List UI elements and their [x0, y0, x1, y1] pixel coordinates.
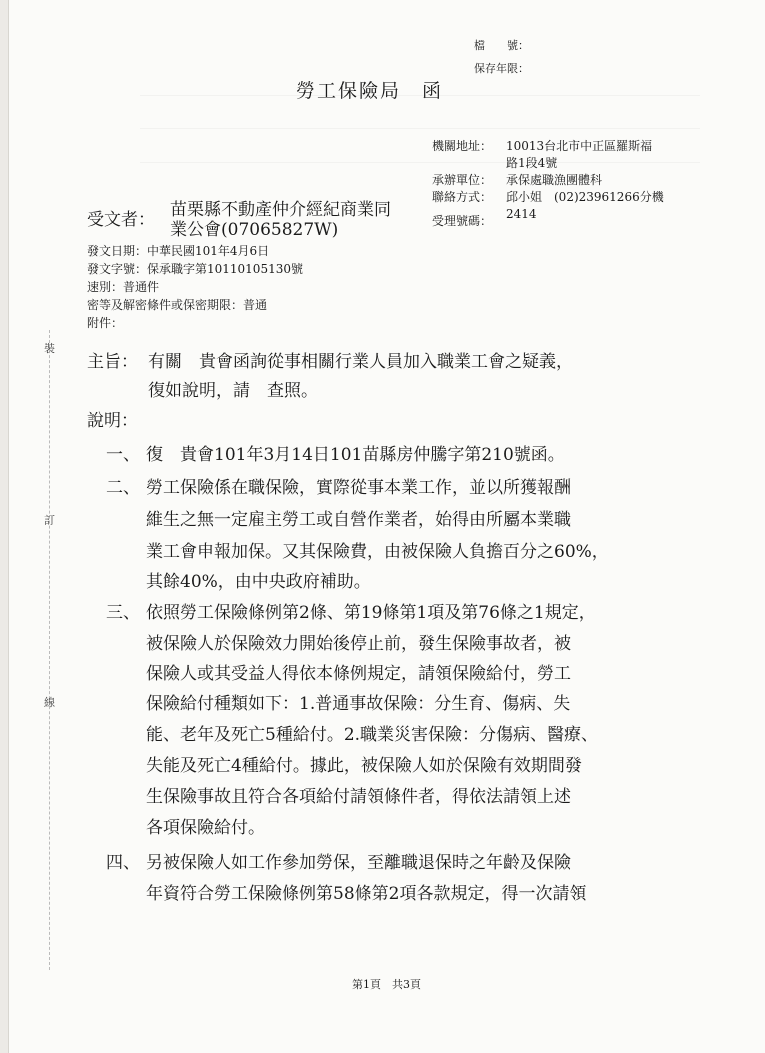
item-number: 二、 — [106, 478, 140, 498]
scan-artifact — [140, 162, 700, 163]
binding-line — [49, 330, 50, 970]
page-number: 第1頁 共3頁 — [352, 978, 421, 991]
subject-label: 主旨： — [87, 352, 138, 372]
binding-mark-zhuang: 裝 — [44, 342, 55, 355]
item-line: 各項保險給付。 — [146, 818, 265, 838]
file-no-label: 檔 號： — [474, 39, 529, 52]
item-line: 另被保險人如工作參加勞保，至離職退保時之年齡及保險 — [146, 853, 571, 873]
delivery-speed: 速別：普通件 — [87, 280, 160, 294]
item-number: 三、 — [106, 603, 140, 623]
contact-label: 聯絡方式： — [432, 190, 493, 204]
address-label: 機關地址： — [432, 139, 493, 153]
recipient-line1: 苗栗縣不動產仲介經紀商業同 — [170, 200, 391, 220]
document-number: 發文字號：保承職字第10110105130號 — [87, 262, 303, 276]
unit-value: 承保處職漁團體科 — [506, 173, 603, 187]
contact-line1: 邱小姐 (02)23961266分機 — [506, 190, 664, 204]
item-line: 業工會申報加保。又其保險費，由被保險人負擔百分之60%， — [146, 542, 609, 562]
scan-artifact — [140, 128, 700, 129]
item-number: 一、 — [106, 445, 140, 465]
item-line: 保險給付種類如下：1.普通事故保險：分生育、傷病、失 — [146, 694, 571, 714]
item-line: 其餘40%，由中央政府補助。 — [146, 572, 371, 592]
unit-label: 承辦單位： — [432, 173, 493, 187]
item-line: 勞工保險係在職保險，實際從事本業工作，並以所獲報酬 — [146, 478, 571, 498]
item-line: 生保險事故且符合各項給付請領條件者，得依法請領上述 — [146, 787, 571, 807]
retention-label: 保存年限： — [474, 62, 529, 75]
subject-line1: 有關 貴會函詢從事相關行業人員加入職業工會之疑義， — [148, 352, 573, 372]
item-number: 四、 — [106, 853, 140, 873]
item-line: 失能及死亡4種給付。據此，被保險人如於保險有效期間發 — [146, 756, 582, 776]
address-line2: 路1段4號 — [506, 156, 558, 170]
item-line: 被保險人於保險效力開始後停止前，發生保險事故者，被 — [146, 634, 571, 654]
item-line: 能、老年及死亡5種給付。2.職業災害保險：分傷病、醫療、 — [146, 725, 599, 745]
contact-line2: 2414 — [506, 207, 537, 221]
item-line: 保險人或其受益人得依本條例規定，請領保險給付，勞工 — [146, 664, 571, 684]
attachment: 附件： — [87, 316, 124, 330]
binding-mark-xian: 線 — [44, 696, 55, 709]
scan-edge — [0, 0, 9, 1053]
address-line1: 10013台北市中正區羅斯福 — [506, 139, 653, 153]
secrecy-level: 密等及解密條件或保密期限：普通 — [87, 298, 268, 312]
subject-line2: 復如說明，請 查照。 — [148, 381, 318, 401]
explanation-label: 說明： — [87, 411, 138, 431]
item-line: 年資符合勞工保險條例第58條第2項各款規定，得一次請領 — [146, 884, 587, 904]
item-line: 依照勞工保險條例第2條、第19條第1項及第76條之1規定， — [146, 603, 596, 623]
issue-date: 發文日期：中華民國101年4月6日 — [87, 244, 270, 258]
item-line: 維生之無一定雇主勞工或自營作業者，始得由所屬本業職 — [146, 510, 571, 530]
item-line: 復 貴會101年3月14日101苗縣房仲騰字第210號函。 — [146, 445, 565, 465]
binding-mark-ding: 訂 — [44, 514, 55, 527]
recipient-line2: 業公會(07065827W) — [170, 220, 339, 240]
page-title: 勞工保險局 函 — [296, 80, 444, 102]
receipt-label: 受理號碼： — [432, 214, 493, 228]
recipient-label: 受文者： — [87, 210, 155, 230]
